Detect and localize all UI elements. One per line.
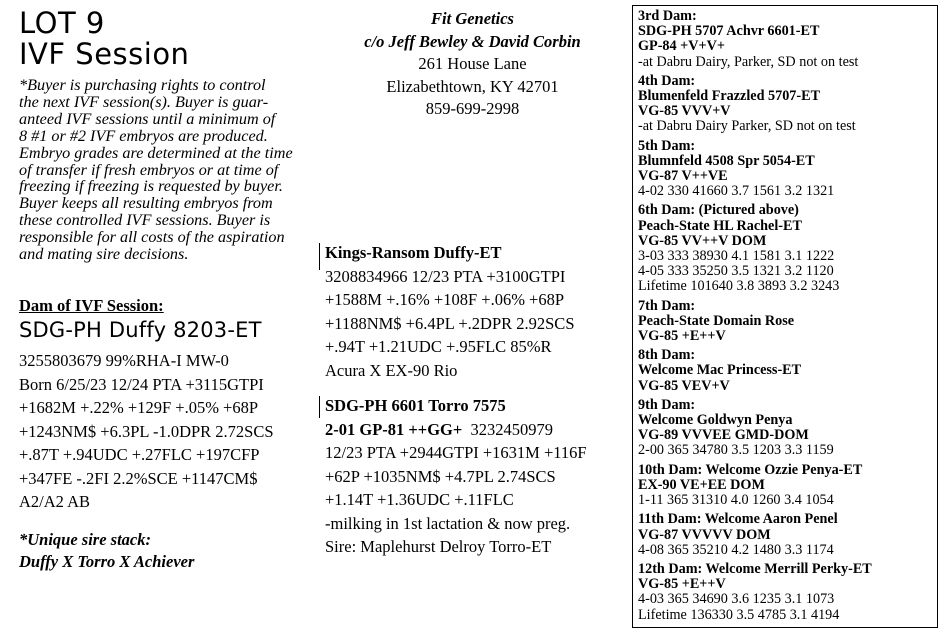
- sire-detail-line: +1188NM$ +6.4PL +.2DPR 2.92SCS: [325, 313, 575, 333]
- pedigree-dam-6: [638, 203, 937, 294]
- pedigree-dam-record-line: 1-11 365 31310 4.0 1260 3.4 1054: [638, 492, 834, 509]
- pedigree-dam-record-line: 4-03 365 34690 3.6 1235 3.1 1073: [638, 591, 835, 608]
- pedigree-dam-record-line: 3-03 333 38930 4.1 1581 3.1 1222: [638, 248, 835, 265]
- terms-line: freezing if freezing is requested by buyer.: [19, 177, 283, 196]
- sire-stack-value: Duffy X Torro X Achiever: [19, 552, 195, 571]
- terms-note: [19, 77, 319, 263]
- pedigree-dam-heading-line: VG-87 VVVVV DOM: [638, 526, 771, 543]
- pedigree-dam-heading-line: VG-85 +E++V: [638, 328, 726, 345]
- dam-detail-line: +.87T +.94UDC +.27FLC +197CFP: [19, 445, 260, 464]
- sire-name: Kings-Ransom Duffy-ET: [325, 243, 502, 262]
- dam-detail-line: A2/A2 AB: [19, 492, 91, 511]
- granddam-detail-line: +62P +1035NM$ +4.7PL 2.74SCS: [325, 466, 556, 486]
- pedigree-dam-7: [638, 299, 937, 345]
- sire-detail-line: Acura X EX-90 Rio: [325, 360, 458, 380]
- sire-stack: [19, 529, 194, 573]
- granddam-block: [325, 394, 587, 559]
- pedigree-dam-record-line: Lifetime 136330 3.5 4785 3.1 4194: [638, 606, 840, 623]
- consignor-name: Fit Genetics: [431, 9, 514, 28]
- terms-line: anteed IVF sessions until a minimum of: [19, 109, 276, 128]
- pedigree-dam-heading-line: EX-90 VE+EE DOM: [638, 476, 765, 493]
- pedigree-dam-record-line: Lifetime 101640 3.8 3893 3.2 3243: [638, 278, 840, 295]
- pedigree-dam-record-line: 4-02 330 41660 3.7 1561 3.2 1321: [638, 183, 835, 200]
- pedigree-dam-record-line: -at Dabru Dairy Parker, SD not on test: [638, 118, 856, 135]
- sire-detail-line: +1588M +.16% +108F +.06% +68P: [325, 290, 565, 309]
- pedigree-dam-10: [638, 463, 937, 509]
- dam-detail-line: +1682M +.22% +129F +.05% +68P: [19, 398, 259, 417]
- pedigree-dam-heading-line: Blumenfeld Frazzled 5707-ET: [638, 88, 821, 105]
- consignor-street: 261 House Lane: [418, 54, 527, 73]
- pedigree-dam-heading-line: Blumnfeld 4508 Spr 5054-ET: [638, 152, 815, 169]
- pedigree-dam-record-line: 4-08 365 35210 4.2 1480 3.3 1174: [638, 541, 834, 558]
- consignor-phone: 859-699-2998: [425, 99, 520, 118]
- pedigree-dam-heading-line: 6th Dam: (Pictured above): [638, 202, 799, 219]
- pedigree-dam-heading-line: VG-85 +E++V: [638, 576, 726, 593]
- dam-details: [19, 349, 274, 514]
- terms-line: these controlled IVF sessions. Buyer is: [19, 211, 271, 230]
- pedigree-dam-heading-line: VG-87 V++VE: [638, 168, 728, 185]
- granddam-detail-line: 12/23 PTA +2944GTPI +1631M +116F: [325, 443, 587, 462]
- pedigree-dam-heading-line: SDG-PH 5707 Achvr 6601-ET: [638, 23, 820, 40]
- pedigree-dam-heading-line: GP-84 +V+V+: [638, 38, 725, 55]
- pedigree-dam-heading-line: Welcome Mac Princess-ET: [638, 362, 802, 379]
- consignor-block: [320, 8, 625, 121]
- sire-stack-heading: *Unique sire stack:: [19, 530, 151, 549]
- pedigree-dam-12: [638, 562, 937, 623]
- granddam-name: SDG-PH 6601 Torro 7575: [325, 396, 506, 415]
- consignor-city: Elizabethtown, KY 42701: [386, 76, 559, 96]
- terms-line: and mating sire decisions.: [19, 245, 189, 264]
- terms-line: Embryo grades are determined at the time: [19, 143, 293, 162]
- terms-line: Buyer keeps all resulting embryos from: [19, 194, 273, 213]
- pedigree-dam-heading-line: Peach-State HL Rachel-ET: [638, 217, 802, 234]
- pedigree-dam-3: [638, 9, 937, 70]
- granddam-classification-line: [325, 418, 587, 442]
- granddam-detail-line: +1.14T +1.36UDC +.11FLC: [325, 490, 514, 509]
- pedigree-dam-heading-line: Peach-State Domain Rose: [638, 312, 795, 329]
- pedigree-dam-heading-line: 5th Dam:: [638, 137, 696, 154]
- dam-detail-line: +1243NM$ +6.3PL -1.0DPR 2.72SCS: [19, 421, 274, 441]
- sire-divider: [319, 243, 320, 270]
- dam-detail-line: 3255803679 99%RHA-I MW-0: [19, 351, 229, 370]
- pedigree-dam-heading-line: VG-85 VEV+V: [638, 377, 730, 394]
- consignor-care-of: c/o Jeff Bewley & David Corbin: [364, 31, 581, 51]
- lot-subtitle: IVF Session: [19, 37, 190, 71]
- pedigree-dam-heading-line: 11th Dam: Welcome Aaron Penel: [638, 511, 838, 528]
- pedigree-dam-heading-line: 9th Dam:: [638, 396, 696, 413]
- pedigree-dam-heading-line: Welcome Goldwyn Penya: [638, 412, 793, 429]
- terms-line: the next IVF session(s). Buyer is guar-: [19, 92, 269, 111]
- sire-detail-line: 3208834966 12/23 PTA +3100GTPI: [325, 266, 566, 286]
- dam-detail-line: Born 6/25/23 12/24 PTA +3115GTPI: [19, 374, 264, 394]
- pedigree-dam-4: [638, 74, 937, 135]
- pedigree-dam-heading-line: VG-85 VVV+V: [638, 103, 731, 120]
- lot-header: [19, 8, 324, 263]
- pedigree-dam-5: [638, 139, 937, 200]
- granddam-reg: 3232450979: [470, 419, 554, 439]
- terms-line: of transfer if fresh embryos or at time of: [19, 160, 279, 179]
- pedigree-dam-heading-line: 10th Dam: Welcome Ozzie Penya-ET: [638, 461, 863, 478]
- pedigree-dam-heading-line: VG-85 VV++V DOM: [638, 232, 767, 249]
- pedigree-dam-heading-line: 3rd Dam:: [638, 8, 697, 24]
- terms-line: 8 #1 or #2 IVF embryos are produced.: [19, 126, 268, 145]
- lot-title: LOT 9: [19, 6, 105, 40]
- pedigree-dam-8: [638, 348, 937, 394]
- pedigree-dam-heading-line: 8th Dam:: [638, 347, 696, 364]
- pedigree-dam-heading-line: 7th Dam:: [638, 297, 696, 314]
- sire-detail-line: +.94T +1.21UDC +.95FLC 85%R: [325, 337, 552, 356]
- pedigree-box: [632, 5, 938, 628]
- dam-heading: Dam of IVF Session:: [19, 296, 164, 315]
- dam-detail-line: +347FE -.2FI 2.2%SCE +1147CM$: [19, 468, 258, 488]
- pedigree-dam-heading-line: 4th Dam:: [638, 72, 696, 89]
- terms-line: responsible for all costs of the aspiration: [19, 228, 285, 247]
- granddam-classification: 2-01 GP-81 ++GG+: [325, 419, 463, 439]
- granddam-detail-line: Sire: Maplehurst Delroy Torro-ET: [325, 537, 552, 556]
- pedigree-dam-9: [638, 398, 937, 459]
- granddam-divider: [319, 396, 320, 418]
- pedigree-dam-11: [638, 512, 937, 558]
- terms-line: *Buyer is purchasing rights to control: [19, 76, 266, 94]
- pedigree-dam-record-line: 4-05 333 35250 3.5 1321 3.2 1120: [638, 263, 834, 280]
- dam-name: SDG-PH Duffy 8203-ET: [19, 318, 262, 342]
- sire-block: [325, 241, 575, 382]
- granddam-detail-line: -milking in 1st lactation & now preg.: [325, 513, 571, 533]
- pedigree-dam-heading-line: 12th Dam: Welcome Merrill Perky-ET: [638, 560, 872, 577]
- pedigree-dam-record-line: 2-00 365 34780 3.5 1203 3.3 1159: [638, 442, 834, 459]
- pedigree-dam-record-line: -at Dabru Dairy, Parker, SD not on test: [638, 53, 859, 70]
- pedigree-dam-heading-line: VG-89 VVVEE GMD-DOM: [638, 427, 809, 444]
